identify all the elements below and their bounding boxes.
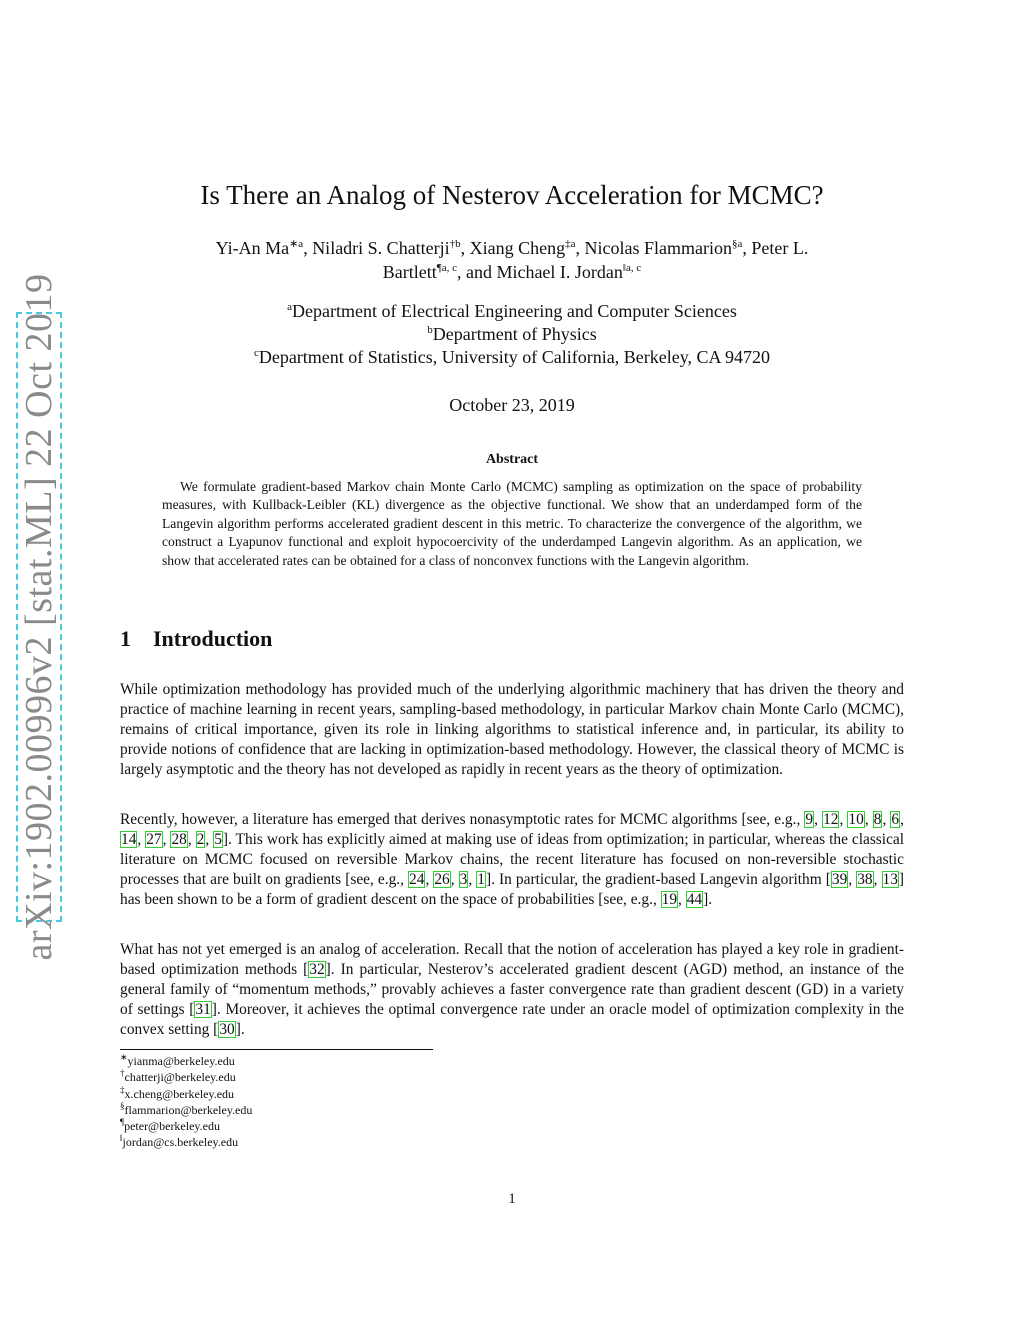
footnotes: [120, 1053, 252, 1151]
footnote-email: x.cheng@berkeley.edu: [124, 1086, 235, 1101]
citation-link[interactable]: 27: [146, 831, 162, 848]
footnote-divider: [120, 1049, 433, 1050]
affiliation-text: Department of Electrical Engineering and Computer Sciences: [292, 301, 737, 321]
intro-paragraph-1: While optimization methodology has provided much of the underlying algorithmic machinery that has driven the theory and practice of machine learning in recent years, sampling-based methodology, in particular Markov chain Monte Carlo (MCMC), remains of critical importance, given its role in linking algorithms to statistical inference and, in particular, its ability to provide notions of confidence that are lacking in optimization-based methodology. However, the classical theory of MCMC is largely asymptotic and the theory has not developed as rapidly in recent years as the theory of optimization.: [120, 681, 904, 778]
page-number: 1: [508, 1191, 516, 1207]
paragraph-text: Recently, however, a literature has emerged that derives nonasymptotic rates for MCMC algorithms [see, e.g.,: [120, 811, 805, 828]
author-mark: ‖a, c: [622, 262, 642, 274]
citation-link[interactable]: 24: [409, 871, 425, 888]
citation-link[interactable]: 9: [805, 811, 814, 828]
citation-link[interactable]: 3: [459, 871, 468, 888]
intro-paragraph-3: [120, 940, 904, 1040]
paragraph-text: ]. In particular, Nesterov’s accelerated gradient descent (AGD) method, an instance of the general family of “momentum methods,” provably achieves a faster convergence rate than gradient descent (GD) in a variety of settings [: [120, 961, 904, 1018]
citation-link[interactable]: 1: [477, 871, 485, 888]
affiliation: [0, 300, 1024, 323]
author-mark: ‡a: [565, 238, 576, 250]
author-line-1: [0, 236, 1024, 260]
author-mark: §a: [732, 238, 743, 250]
footnote-mark: ‖: [120, 1133, 123, 1144]
footnote-mark: †: [120, 1068, 125, 1079]
paragraph-text: ]. This work has explicitly aimed at making use of ideas from optimization; in particular, whereas the classical literature on MCMC focused on reversible Markov chains, the recent literature has focused on non-reversible stochastic processes that are built on gradients [see, e.g.,: [120, 831, 905, 888]
paragraph-text: What has not yet emerged is an analog of acceleration. Recall that the notion of acceleration has played a key role in gradient-based optimization methods [: [120, 941, 904, 978]
citation-link[interactable]: 26: [434, 871, 450, 888]
citation-link[interactable]: 44: [686, 891, 703, 908]
author-name: , Niladri S. Chatterji: [303, 238, 450, 258]
author-name: , Peter L.: [742, 238, 809, 258]
arxiv-identifier: arXiv:1902.00996v2 [stat.ML] 22 Oct 2019: [18, 273, 60, 961]
author-name: Yi-An Ma: [215, 238, 290, 258]
paragraph-text: ]. In particular, the gradient-based Langevin algorithm [: [486, 871, 831, 888]
citation-link[interactable]: 5: [214, 831, 222, 848]
citation-link[interactable]: 8: [873, 811, 882, 828]
paragraph-text: ]. Moreover, it achieves the optimal convergence rate under an oracle model of optimization complexity in the convex setting [: [120, 1001, 904, 1038]
footnote-email: yianma@berkeley.edu: [127, 1054, 235, 1068]
citation-link[interactable]: 12: [823, 811, 839, 828]
affiliation-text: Department of Physics: [432, 324, 597, 344]
author-name: , Nicolas Flammarion: [575, 238, 733, 258]
footnote: [120, 1102, 252, 1118]
footnote-email: peter@berkeley.edu: [124, 1119, 220, 1134]
intro-paragraph-2: Recently, however, a literature has emerged that derives nonasymptotic rates for MCMC algorithms [see, e.g., 9, 12, 10, 8, 6, 14, 27, 28, 2, 5]. This work has explicitly aimed at making use of ideas from optimization; in particular, whereas the classical literature on MCMC focused on reversible Markov chains, the recent literature has focused on non-reversible stochastic processes that are built on gradients [see, e.g., 24, 26, 3, 1]. In particular, the gradient-based Langevin algorithm [39, 38, 13] has been shown to be a form of gradient descent on the space of probabilities [see, e.g., 19, 44].: [120, 811, 905, 908]
citation-link[interactable]: 38: [857, 871, 873, 888]
footnote-email: chatterji@berkeley.edu: [124, 1070, 236, 1085]
citation-link[interactable]: 31: [195, 1001, 211, 1018]
footnote-email: flammarion@berkeley.edu: [124, 1102, 253, 1117]
citation-link[interactable]: 6: [891, 811, 900, 828]
affiliation-mark: c: [253, 347, 259, 359]
author-mark: †b: [449, 238, 461, 250]
footnote-email: jordan@cs.berkeley.edu: [122, 1135, 239, 1150]
paper-title: Is There an Analog of Nesterov Acceleration for MCMC?: [200, 180, 824, 210]
footnote-mark: §: [120, 1100, 125, 1111]
paper-date: October 23, 2019: [449, 395, 575, 415]
affiliation-text: Department of Statistics, University of California, Berkeley, CA 94720: [258, 347, 771, 367]
citation-link[interactable]: 32: [309, 961, 325, 978]
abstract-text: We formulate gradient-based Markov chain Monte Carlo (MCMC) sampling as optimization on the space of probability measures, with Kullback-Leibler (KL) divergence as the objective functional. We show that an underdamped form of the Langevin algorithm performs accelerated gradient descent in this metric. To characterize the convergence of the algorithm, we construct a Lyapunov functional and exploit hypocoercivity of the underdamped Langevin algorithm. As an application, we show that accelerated rates can be obtained for a class of nonconvex functions with the Langevin algorithm.: [162, 479, 862, 568]
citation-link[interactable]: 2: [196, 831, 205, 848]
author-name: , and Michael I. Jordan: [456, 262, 623, 282]
author-name: Bartlett: [382, 262, 437, 282]
affiliation: [0, 323, 1024, 346]
citation-link[interactable]: 19: [661, 891, 678, 908]
footnote-mark: ¶: [120, 1117, 125, 1128]
citation-link[interactable]: 28: [171, 831, 187, 848]
citation-link[interactable]: 30: [219, 1021, 235, 1038]
citation-link[interactable]: 13: [882, 871, 898, 888]
citation-link[interactable]: 39: [831, 871, 848, 888]
affiliations: [0, 300, 1024, 369]
footnote-mark: ∗: [120, 1052, 128, 1062]
section-heading: [120, 626, 272, 652]
author-line-2: [0, 260, 1024, 284]
section-number: 1: [120, 626, 131, 651]
citation-link[interactable]: 10: [848, 811, 864, 828]
affiliation: [0, 346, 1024, 369]
footnote: [120, 1069, 252, 1085]
footnote: [120, 1086, 252, 1102]
footnote-mark: ‡: [120, 1084, 125, 1095]
affiliation-mark: a: [287, 301, 293, 313]
footnote: [120, 1118, 252, 1134]
author-mark: ¶a, c: [436, 262, 457, 274]
affiliation-mark: b: [427, 324, 433, 336]
author-name: , Xiang Cheng: [460, 238, 566, 258]
author-mark: ∗a: [289, 238, 304, 250]
footnote: [120, 1053, 252, 1069]
author-list: [0, 236, 1024, 284]
paragraph-text: ].: [703, 891, 713, 908]
footnote: [120, 1134, 252, 1150]
paragraph-text: ].: [235, 1021, 245, 1038]
citation-link[interactable]: 14: [121, 831, 137, 848]
section-title: Introduction: [153, 626, 273, 651]
abstract-heading: Abstract: [485, 452, 539, 467]
paragraph-text: ] has been shown to be a form of gradient descent on the space of probabilities [see, e.g.,: [120, 871, 905, 908]
